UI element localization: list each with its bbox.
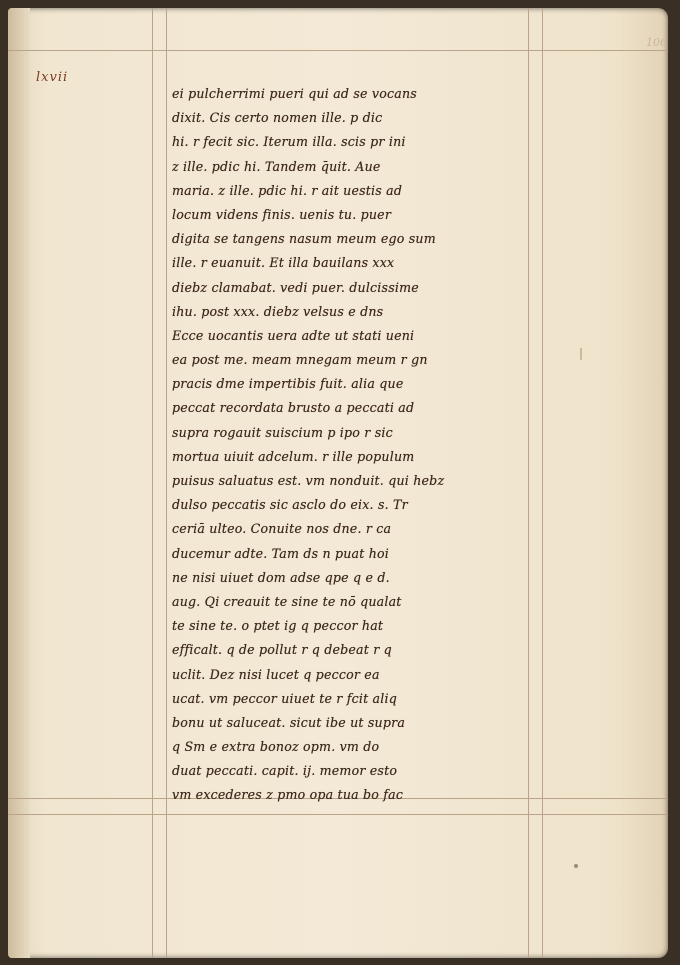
text-line: ne nisi uiuet dom adse qpe q e d. bbox=[172, 569, 390, 585]
manuscript-page bbox=[8, 8, 668, 958]
ruling-line-right-outer bbox=[542, 8, 543, 958]
text-line: bonu ut saluceat. sicut ibe ut supra bbox=[172, 714, 406, 730]
text-line: ducemur adte. Tam ds n puat hoi bbox=[172, 545, 390, 561]
text-line: digita se tangens nasum meum ego sum bbox=[172, 231, 436, 247]
text-line: ceriā ulteo. Conuite nos dne. r ca bbox=[172, 521, 392, 537]
text-line: diebz clamabat. vedi puer. dulcissime bbox=[172, 279, 419, 295]
ruling-line-top bbox=[8, 50, 668, 51]
ruling-line-bottom-outer bbox=[8, 814, 668, 815]
text-line: peccat recordata brusto a peccati ad bbox=[172, 400, 415, 416]
text-line: duat peccati. capit. ij. memor esto bbox=[172, 763, 398, 779]
text-line: ucat. vm peccor uiuet te r fcit aliq bbox=[172, 690, 397, 706]
text-line: uclit. Dez nisi lucet q peccor ea bbox=[172, 666, 380, 682]
text-line: hi. r fecit sic. Iterum illa. scis pr ini bbox=[172, 134, 406, 150]
marginal-note: lxvii bbox=[36, 70, 69, 85]
text-line: efficalt. q de pollut r q debeat r q bbox=[172, 642, 392, 658]
stain-spot bbox=[574, 864, 578, 868]
text-line: q Sm e extra bonoz opm. vm do bbox=[172, 739, 380, 755]
text-line: te sine te. o ptet ig q peccor hat bbox=[172, 618, 384, 634]
text-line: ei pulcherrimi pueri qui ad se vocans bbox=[172, 86, 417, 101]
stain-mark bbox=[580, 348, 582, 360]
folio-number: 106 bbox=[646, 36, 667, 49]
text-line: supra rogauit suiscium p ipo r sic bbox=[172, 424, 393, 440]
ruling-line-left-inner bbox=[166, 8, 167, 958]
text-line: dixit. Cis certo nomen ille. p dic bbox=[172, 110, 383, 126]
ruling-line-left-outer bbox=[152, 8, 153, 958]
text-line: locum videns finis. uenis tu. puer bbox=[172, 206, 392, 222]
text-line: aug. Qi creauit te sine te nō qualat bbox=[172, 593, 402, 609]
text-line: ille. r euanuit. Et illa bauilans xxx bbox=[172, 255, 395, 271]
text-line: z ille. pdic hi. Tandem q̄uit. Aue bbox=[172, 158, 381, 174]
text-line: pracis dme impertibis fuit. alia que bbox=[172, 376, 404, 392]
text-line: Ecce uocantis uera adte ut stati ueni bbox=[172, 327, 415, 343]
binding-gutter bbox=[8, 8, 30, 958]
ruling-line-right-inner bbox=[528, 8, 529, 958]
text-line: mortua uiuit adcelum. r ille populum bbox=[172, 448, 415, 464]
text-block bbox=[172, 82, 528, 808]
text-line: puisus saluatus est. vm nonduit. qui hebz bbox=[172, 473, 445, 488]
text-line: vm excederes z pmo opa tua bo fac bbox=[172, 787, 404, 803]
text-line: dulso peccatis sic asclo do eix. s. Tr bbox=[172, 497, 408, 513]
text-line: maria. z ille. pdic hi. r ait uestis ad bbox=[172, 182, 403, 198]
text-line: ihu. post xxx. diebz velsus e dns bbox=[172, 303, 384, 319]
text-line: ea post me. meam mnegam meum r gn bbox=[172, 352, 428, 368]
